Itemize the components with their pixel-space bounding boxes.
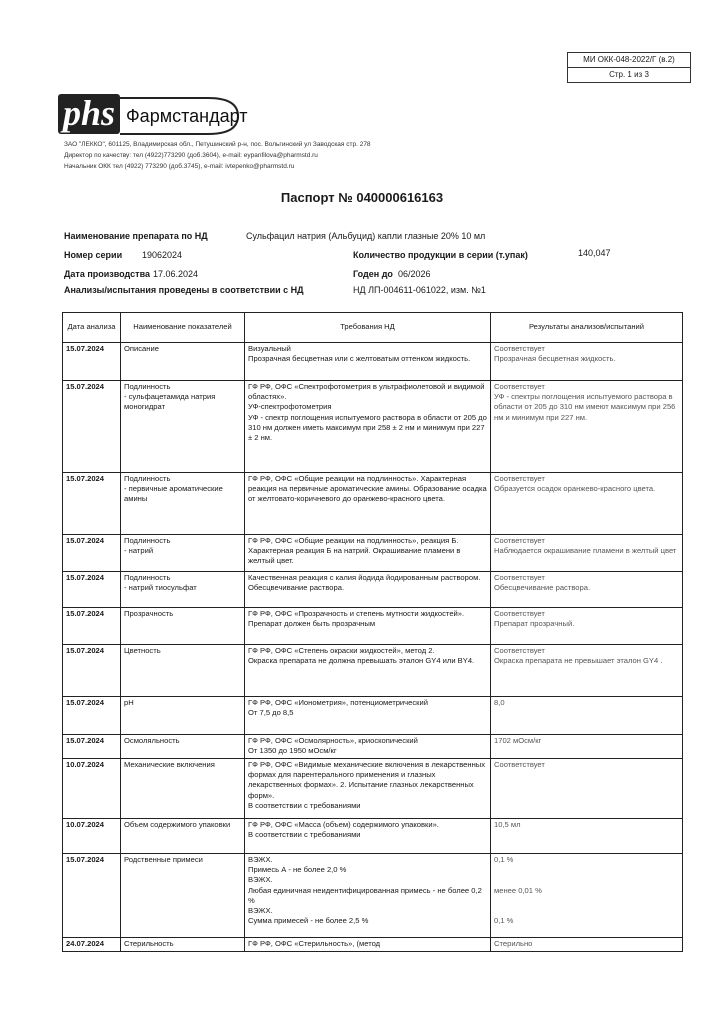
table-row: [63, 735, 683, 759]
cell-result: Соответствует Наблюдается окрашивание пламени в желтый цвет: [491, 535, 683, 572]
cell-result: Соответствует Обесцвечивание раствора.: [491, 572, 683, 608]
cell-requirements: Качественная реакция с калия йодида йодированным раствором. Обесцвечивание раствора.: [245, 572, 491, 608]
cell-indicator: Подлинность - натрий тиосульфат: [121, 572, 245, 608]
page-number: Стр. 1 из 3: [568, 67, 690, 82]
cell-date: 15.07.2024: [63, 735, 121, 759]
company-address: ЗАО "ЛЕККО", 601125, Владимирская обл., Петушинский р-н, пос. Вольгинский ул Заводская стр. 278: [64, 141, 371, 148]
cell-date: 15.07.2024: [63, 473, 121, 535]
cell-date: 24.07.2024: [63, 938, 121, 952]
analysis-table: [62, 312, 683, 952]
cell-date: 15.07.2024: [63, 645, 121, 697]
series-value: 19062024: [142, 250, 183, 260]
cell-requirements: ГФ РФ, ОФС «Общие реакции на подлинность». Характерная реакция на первичные ароматические амины. Образование осадка от желтовато-коричневого до оранжево-красного цвета.: [245, 473, 491, 535]
cell-requirements: ГФ РФ, ОФС «Стерильность», (метод: [245, 938, 491, 952]
header-results: Результаты анализов/испытаний: [491, 313, 683, 343]
cell-result: 10,5 мл: [491, 819, 683, 854]
cell-indicator: Подлинность - натрий: [121, 535, 245, 572]
table-row: [63, 608, 683, 645]
drug-name-value: Сульфацил натрия (Альбуцид) капли глазные 20% 10 мл: [246, 231, 486, 241]
table-row: [63, 697, 683, 735]
header-requirements: Требования НД: [245, 313, 491, 343]
cell-indicator: Осмоляльность: [121, 735, 245, 759]
cell-result: 8,0: [491, 697, 683, 735]
cell-indicator: Механические включения: [121, 759, 245, 819]
production-date-label: Дата производства: [64, 269, 150, 279]
cell-date: 10.07.2024: [63, 759, 121, 819]
cell-requirements: ГФ РФ, ОФС «Прозрачность и степень мутности жидкостей». Препарат должен быть прозрачным: [245, 608, 491, 645]
cell-date: 15.07.2024: [63, 381, 121, 473]
nd-label: Анализы/испытания проведены в соответствии с НД: [64, 285, 304, 295]
cell-date: 15.07.2024: [63, 697, 121, 735]
drug-name-label: Наименование препарата по НД: [64, 231, 208, 241]
expiry-value: 06/2026: [398, 269, 431, 279]
cell-result: 0,1 % менее 0,01 % 0,1 %: [491, 854, 683, 938]
expiry-label: Годен до: [353, 269, 393, 279]
cell-requirements: ГФ РФ, ОФС «Общие реакции на подлинность», реакция Б. Характерная реакция Б на натрий. Окрашивание пламени в желтый цвет.: [245, 535, 491, 572]
cell-indicator: Прозрачность: [121, 608, 245, 645]
cell-requirements: ГФ РФ, ОФС «Видимые механические включения в лекарственных формах для парентерального применения и глазных лекарственных формах». 2. Испытание глазных лекарственных форм». В соответствии с требованиями: [245, 759, 491, 819]
table-row: [63, 381, 683, 473]
cell-result: Соответствует Образуется осадок оранжево-красного цвета.: [491, 473, 683, 535]
cell-indicator: Подлинность - сульфацетамида натрия моногидрат: [121, 381, 245, 473]
company-name: Фармстандарт: [126, 106, 248, 126]
cell-date: 15.07.2024: [63, 572, 121, 608]
document-code: МИ ОКК-048-2022/Г (в.2): [583, 55, 675, 64]
cell-result: Соответствует Окраска препарата не превышает эталон GY4 .: [491, 645, 683, 697]
cell-result: Стерильно: [491, 938, 683, 952]
table-header-row: [63, 313, 683, 343]
table-row: [63, 473, 683, 535]
cell-indicator: pH: [121, 697, 245, 735]
table-row: [63, 645, 683, 697]
quantity-label: Количество продукции в серии (т.упак): [353, 250, 528, 260]
table-row: [63, 535, 683, 572]
cell-requirements: ВЭЖХ. Примесь А - не более 2,0 % ВЭЖХ. Любая единичная неидентифицированная примесь - не более 0,2 % ВЭЖХ. Сумма примесей - не более 2,5 %: [245, 854, 491, 938]
cell-requirements: ГФ РФ, ОФС «Ионометрия», потенциометрический От 7,5 до 8,5: [245, 697, 491, 735]
cell-date: 10.07.2024: [63, 819, 121, 854]
series-label: Номер серии: [64, 250, 123, 260]
cell-indicator: Подлинность - первичные ароматические амины: [121, 473, 245, 535]
cell-result: Соответствует Прозрачная бесцветная жидкость.: [491, 343, 683, 381]
cell-requirements: ГФ РФ, ОФС «Спектрофотометрия в ультрафиолетовой и видимой областях». УФ-спектрофотометрия УФ - спектр поглощения испытуемого раствора в области от 205 до 310 нм должен иметь максимум при 258 ± 2 нм и минимум при 227 ± 2 нм.: [245, 381, 491, 473]
cell-requirements: ГФ РФ, ОФС «Степень окраски жидкостей», метод 2. Окраска препарата не должна превышать эталон GY4 или BY4.: [245, 645, 491, 697]
table-row: [63, 938, 683, 952]
cell-indicator: Стерильность: [121, 938, 245, 952]
quantity-value: 140,047: [578, 248, 611, 258]
production-date-value: 17.06.2024: [153, 269, 199, 279]
cell-date: 15.07.2024: [63, 854, 121, 938]
table-row: [63, 819, 683, 854]
cell-result: Соответствует УФ - спектры поглощения испытуемого раствора в области от 205 до 310 нм имеют максимум при 256 нм и минимум при 227 нм.: [491, 381, 683, 473]
logo-letters: phs: [62, 93, 116, 133]
table-row: [63, 343, 683, 381]
cell-requirements: ГФ РФ, ОФС «Масса (объем) содержимого упаковки». В соответствии с требованиями: [245, 819, 491, 854]
cell-indicator: Цветность: [121, 645, 245, 697]
cell-indicator: Объем содержимого упаковки: [121, 819, 245, 854]
table-row: [63, 759, 683, 819]
nd-value: НД ЛП-004611-061022, изм. №1: [353, 285, 486, 295]
cell-requirements: Визуальный Прозрачная бесцветная или с желтоватым оттенком жидкость.: [245, 343, 491, 381]
cell-result: 1702 мОсм/кг: [491, 735, 683, 759]
cell-result: Соответствует: [491, 759, 683, 819]
document-code-box: [567, 52, 691, 83]
cell-requirements: ГФ РФ, ОФС «Осмолярность», криоскопический От 1350 до 1950 мОсм/кг: [245, 735, 491, 759]
company-contacts: [64, 139, 371, 172]
header-indicator: Наименование показателей: [121, 313, 245, 343]
cell-indicator: Описание: [121, 343, 245, 381]
director-contact: Директор по качеству: тел (4922)773290 (доб.3604), e-mail: eypanfilova@pharmstd.ru: [64, 152, 318, 159]
head-okk-contact: Начальник ОКК тел (4922) 773290 (доб.3745), e-mail: ivtepenko@pharmstd.ru: [64, 163, 295, 170]
header-date: Дата анализа: [63, 313, 121, 343]
cell-indicator: Родственные примеси: [121, 854, 245, 938]
cell-date: 15.07.2024: [63, 608, 121, 645]
company-logo: [58, 92, 248, 136]
cell-date: 15.07.2024: [63, 535, 121, 572]
passport-title: Паспорт № 040000616163: [280, 190, 444, 205]
cell-date: 15.07.2024: [63, 343, 121, 381]
table-row: [63, 572, 683, 608]
table-row: [63, 854, 683, 938]
cell-result: Соответствует Препарат прозрачный.: [491, 608, 683, 645]
